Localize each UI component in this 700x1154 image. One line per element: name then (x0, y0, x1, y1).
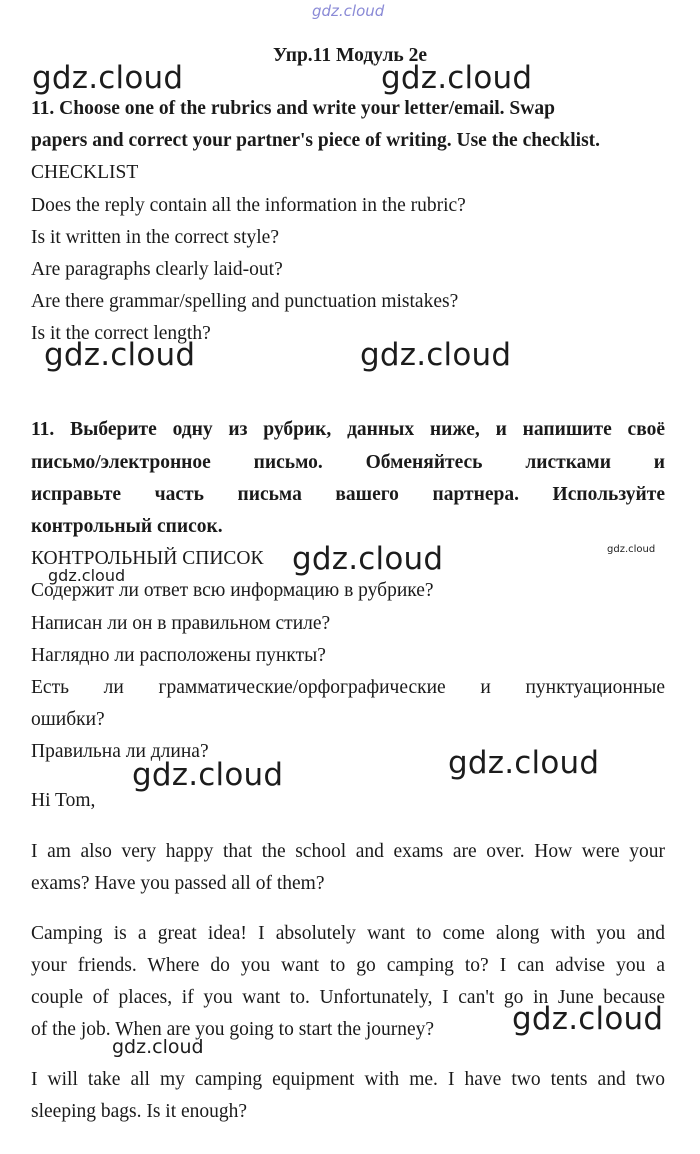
page-title: Упр.11 Модуль 2e (273, 45, 427, 66)
russian-checklist-item: Наглядно ли расположены пункты? (31, 645, 326, 666)
english-task-line-2: papers and correct your partner's piece of writing. Use the checklist. (31, 130, 601, 151)
english-task-line-1: 11. Choose one of the rubrics and write your letter/email. Swap (31, 98, 555, 119)
watermark: gdz.cloud (132, 757, 284, 793)
english-checklist-item: Are there grammar/spelling and punctuation mistakes? (31, 291, 459, 312)
watermark: gdz.cloud (44, 337, 196, 373)
russian-task-line-2: письмо/электронное письмо. Обменяйтесь листками и (31, 452, 665, 473)
letter-paragraph-2-line: your friends. Where do you want to go camping to? I can advise you a (31, 955, 665, 976)
russian-checklist-item: ошибки? (31, 709, 105, 730)
letter-paragraph-2-line: of the job. When are you going to start the journey? (31, 1019, 435, 1040)
english-checklist-item: Is it written in the correct style? (31, 227, 279, 248)
watermark: gdz.cloud (360, 337, 512, 373)
watermark: gdz.cloud (448, 745, 600, 781)
english-checklist-heading: CHECKLIST (31, 162, 139, 183)
letter-paragraph-1-line: exams? Have you passed all of them? (31, 873, 325, 894)
letter-paragraph-2-line: Camping is a great idea! I absolutely want to come along with you and (31, 923, 665, 944)
russian-task-line-3: исправьте часть письма вашего партнера. Используйте (31, 484, 665, 505)
english-checklist-item: Are paragraphs clearly laid-out? (31, 259, 283, 280)
russian-checklist-heading: КОНТРОЛЬНЫЙ СПИСОК (31, 548, 264, 569)
letter-paragraph-3-line: I will take all my camping equipment with me. I have two tents and two (31, 1069, 665, 1090)
russian-checklist-item: Правильна ли длина? (31, 741, 209, 762)
letter-paragraph-1-line: I am also very happy that the school and exams are over. How were your (31, 841, 665, 862)
watermark: gdz.cloud (32, 60, 184, 96)
russian-task-line-4: контрольный список. (31, 516, 223, 537)
letter-paragraph-3-line: sleeping bags. Is it enough? (31, 1101, 248, 1122)
watermark: gdz.cloud (607, 544, 656, 555)
russian-checklist-item: Написан ли он в правильном стиле? (31, 613, 331, 634)
letter-greeting: Hi Tom, (31, 790, 96, 811)
english-checklist-item: Is it the correct length? (31, 323, 211, 344)
watermark: gdz.cloud (292, 541, 444, 577)
russian-task-line-1: 11. Выберите одну из рубрик, данных ниже, и напишите своё (31, 419, 665, 440)
watermark: gdz.cloud (48, 566, 126, 585)
watermark: gdz.cloud (381, 60, 533, 96)
watermark-top: gdz.cloud (312, 2, 385, 20)
watermark: gdz.cloud (112, 1036, 204, 1058)
russian-checklist-item: Есть ли грамматические/орфографические и пунктуационные (31, 677, 665, 698)
english-checklist-item: Does the reply contain all the information in the rubric? (31, 195, 466, 216)
letter-paragraph-2-line: couple of places, if you want to. Unfortunately, I can't go in June because (31, 987, 665, 1008)
russian-checklist-item: Содержит ли ответ всю информацию в рубрике? (31, 580, 434, 601)
watermark: gdz.cloud (512, 1001, 664, 1037)
